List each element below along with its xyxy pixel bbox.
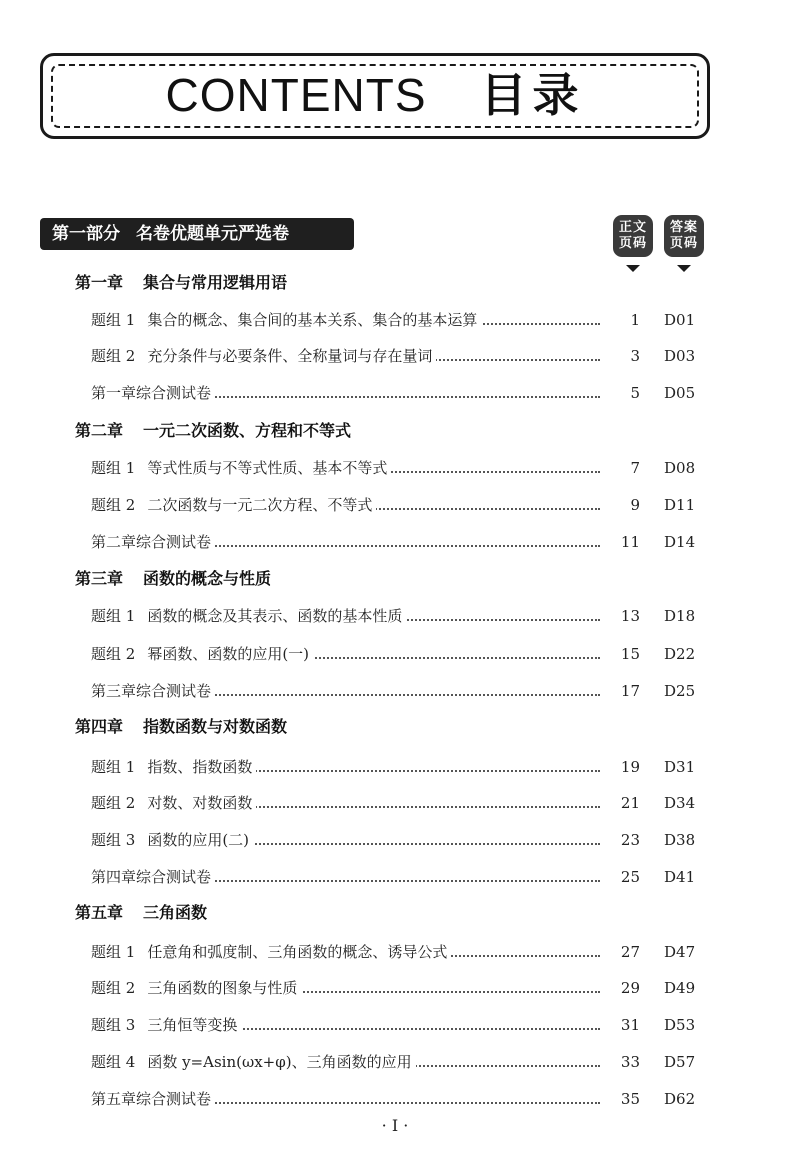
toc-entry[interactable] <box>0 345 790 367</box>
chapter-title: 指数函数与对数函数 <box>143 717 288 736</box>
entry-title: 第三章综合测试卷 <box>91 682 212 700</box>
toc-entry[interactable] <box>0 1088 790 1110</box>
toc-entry[interactable] <box>0 829 790 851</box>
group-label: 题组 1 <box>91 943 136 961</box>
chapter-number: 第五章 <box>75 903 124 922</box>
page-number: 31 <box>620 1016 640 1034</box>
group-label: 题组 2 <box>91 347 136 365</box>
answer-column-header <box>664 215 704 257</box>
entry-title: 三角恒等变换 <box>147 1016 238 1034</box>
group-label: 题组 1 <box>91 758 136 776</box>
chapter-heading[interactable] <box>75 421 351 441</box>
entry-title: 第一章综合测试卷 <box>91 384 212 402</box>
page-number: 15 <box>620 645 640 663</box>
toc-entry[interactable] <box>0 494 790 516</box>
entry-title: 等式性质与不等式性质、基本不等式 <box>147 459 388 477</box>
answer-page: D49 <box>664 979 696 997</box>
page-number: 11 <box>620 533 640 551</box>
page-number: 1 <box>630 311 640 329</box>
down-arrow-icon <box>626 265 640 272</box>
entry-title: 充分条件与必要条件、全称量词与存在量词 <box>147 347 433 365</box>
group-label: 题组 1 <box>91 459 136 477</box>
chapter-number: 第二章 <box>75 421 124 440</box>
group-label: 题组 2 <box>91 794 136 812</box>
toc-entry[interactable] <box>0 1051 790 1073</box>
page-number: 33 <box>620 1053 640 1071</box>
group-label: 题组 4 <box>91 1053 136 1071</box>
group-label: 题组 2 <box>91 645 136 663</box>
group-label: 题组 3 <box>91 1016 136 1034</box>
chapter-title: 三角函数 <box>143 903 208 922</box>
page-number: 29 <box>620 979 640 997</box>
answer-header-line2: 页码 <box>669 236 698 251</box>
page-number: 35 <box>620 1090 640 1108</box>
toc-entry[interactable] <box>0 792 790 814</box>
answer-page: D01 <box>664 311 696 329</box>
answer-page: D34 <box>664 794 696 812</box>
answer-page: D57 <box>664 1053 696 1071</box>
page-header-line2: 页码 <box>618 236 647 251</box>
part-name: 名卷优题单元严选卷 <box>136 224 289 244</box>
page-number: 3 <box>630 347 640 365</box>
chapter-title: 集合与常用逻辑用语 <box>143 273 288 292</box>
toc-entry[interactable] <box>0 756 790 778</box>
chapter-heading[interactable] <box>75 903 207 923</box>
part-label: 第一部分 <box>52 224 120 244</box>
entry-title: 集合的概念、集合间的基本关系、集合的基本运算 <box>147 311 478 329</box>
group-label: 题组 2 <box>91 496 136 514</box>
page-number: 19 <box>620 758 640 776</box>
page-number: 27 <box>620 943 640 961</box>
group-label: 题组 2 <box>91 979 136 997</box>
group-label: 题组 1 <box>91 607 136 625</box>
entry-title: 二次函数与一元二次方程、不等式 <box>147 496 373 514</box>
answer-page: D31 <box>664 758 696 776</box>
page-number: 17 <box>620 682 640 700</box>
toc-entry[interactable] <box>0 866 790 888</box>
entry-title: 第五章综合测试卷 <box>91 1090 212 1108</box>
title-box <box>40 53 710 139</box>
title-chinese: 目录 <box>480 68 585 122</box>
page-header-line1: 正文 <box>618 220 647 235</box>
toc-entry[interactable] <box>0 531 790 553</box>
chapter-heading[interactable] <box>75 717 287 737</box>
entry-title: 第四章综合测试卷 <box>91 868 212 886</box>
down-arrow-icon <box>677 265 691 272</box>
part-banner <box>40 218 354 250</box>
entry-title: 三角函数的图象与性质 <box>147 979 298 997</box>
page-number: 13 <box>620 607 640 625</box>
answer-page: D05 <box>664 384 696 402</box>
chapter-title: 函数的概念与性质 <box>143 569 272 588</box>
answer-page: D03 <box>664 347 696 365</box>
entry-title: 第二章综合测试卷 <box>91 533 212 551</box>
entry-title: 指数、指数函数 <box>147 758 253 776</box>
chapter-heading[interactable] <box>75 273 287 293</box>
toc-entry[interactable] <box>0 605 790 627</box>
answer-header-line1: 答案 <box>669 220 698 235</box>
toc-entry[interactable] <box>0 680 790 702</box>
page-number: 25 <box>620 868 640 886</box>
answer-page: D18 <box>664 607 696 625</box>
page-number: 9 <box>630 496 640 514</box>
answer-page: D25 <box>664 682 696 700</box>
page-number: 23 <box>620 831 640 849</box>
group-label: 题组 1 <box>91 311 136 329</box>
toc-entry[interactable] <box>0 1014 790 1036</box>
toc-entry[interactable] <box>0 977 790 999</box>
page-footer-number: · I · <box>381 1116 409 1135</box>
toc-entry[interactable] <box>0 309 790 331</box>
page-number: 21 <box>620 794 640 812</box>
toc-entry[interactable] <box>0 457 790 479</box>
page-number: 7 <box>630 459 640 477</box>
entry-title: 幂函数、函数的应用(一) <box>147 645 310 663</box>
answer-page: D53 <box>664 1016 696 1034</box>
entry-title: 任意角和弧度制、三角函数的概念、诱导公式 <box>147 943 448 961</box>
answer-page: D41 <box>664 868 696 886</box>
entry-title: 函数 y=Asin(ωx+φ)、三角函数的应用 <box>147 1053 412 1071</box>
chapter-number: 第一章 <box>75 273 124 292</box>
toc-entry[interactable] <box>0 382 790 404</box>
answer-page: D22 <box>664 645 696 663</box>
answer-page: D38 <box>664 831 696 849</box>
chapter-heading[interactable] <box>75 569 271 589</box>
page-number: 5 <box>630 384 640 402</box>
chapter-title: 一元二次函数、方程和不等式 <box>143 421 352 440</box>
entry-title: 函数的概念及其表示、函数的基本性质 <box>147 607 403 625</box>
group-label: 题组 3 <box>91 831 136 849</box>
answer-page: D11 <box>664 496 696 514</box>
answer-page: D14 <box>664 533 696 551</box>
entry-title: 函数的应用(二) <box>147 831 250 849</box>
chapter-number: 第四章 <box>75 717 124 736</box>
page-column-header <box>613 215 653 257</box>
toc-entry[interactable] <box>0 643 790 665</box>
entry-title: 对数、对数函数 <box>147 794 253 812</box>
answer-page: D47 <box>664 943 696 961</box>
answer-page: D08 <box>664 459 696 477</box>
toc-entry[interactable] <box>0 941 790 963</box>
chapter-number: 第三章 <box>75 569 124 588</box>
answer-page: D62 <box>664 1090 696 1108</box>
page-title <box>43 70 707 120</box>
title-english: CONTENTS <box>165 69 427 121</box>
